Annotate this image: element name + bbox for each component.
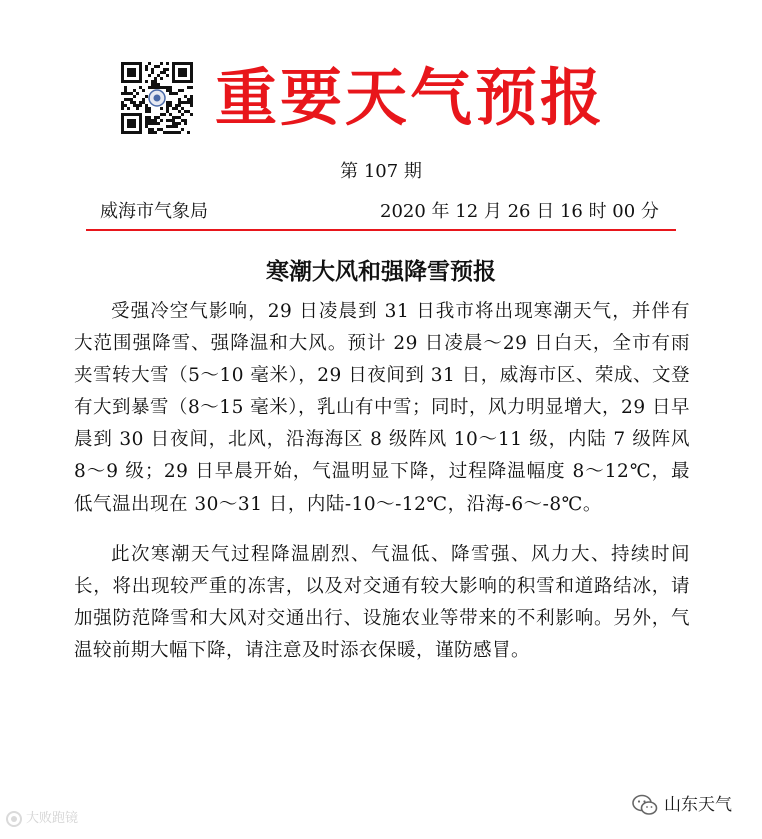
header-divider: [86, 229, 676, 231]
watermark-left-text: 大败跑镜: [26, 811, 79, 826]
article-body: [74, 296, 690, 667]
issue-number: 第 107 期: [340, 161, 422, 182]
wechat-icon: [632, 794, 658, 816]
watermark-right: [632, 793, 732, 817]
issuer-name: 威海市气象局: [100, 201, 208, 222]
masthead-title: 重要天气预报: [215, 61, 606, 134]
qr-code-icon: [121, 62, 193, 134]
article-paragraph: 受强冷空气影响，29 日凌晨到 31 日我市将出现寒潮天气，并伴有大范围强降雪、强降温和大风。预计 29 日凌晨～29 日白天，全市有雨夹雪转大雪（5～10 毫米），29 日夜间到 31 日，威海市区、荣成、文登有大到暴雪（8～15 毫米），乳山有中雪；同时，风力明显增大，29 日早晨到 30 日夜间，北风，沿海海区 8 级阵风 10～11 级，内陆 7 级阵风 8～9 级；29 日早晨开始，气温明显下降，过程降温幅度 8～12℃，最低气温出现在 30～31 日，内陆-10～-12℃，沿海-6～-8℃。: [74, 301, 690, 515]
article-title: 寒潮大风和强降雪预报: [266, 259, 496, 285]
watermark-left: [6, 810, 78, 828]
watermark-right-text: 山东天气: [664, 795, 732, 815]
issue-date: 2020 年 12 月 26 日 16 时 00 分: [380, 201, 659, 222]
circle-logo-icon: [6, 811, 22, 827]
article-paragraph: 此次寒潮天气过程降温剧烈、气温低、降雪强、风力大、持续时间长，将出现较严重的冻害，以及对交通有较大影响的积雪和道路结冰，请加强防范降雪和大风对交通出行、设施农业等带来的不利影响。另外，气温较前期大幅下降，请注意及时添衣保暖，谨防感冒。: [74, 543, 690, 661]
